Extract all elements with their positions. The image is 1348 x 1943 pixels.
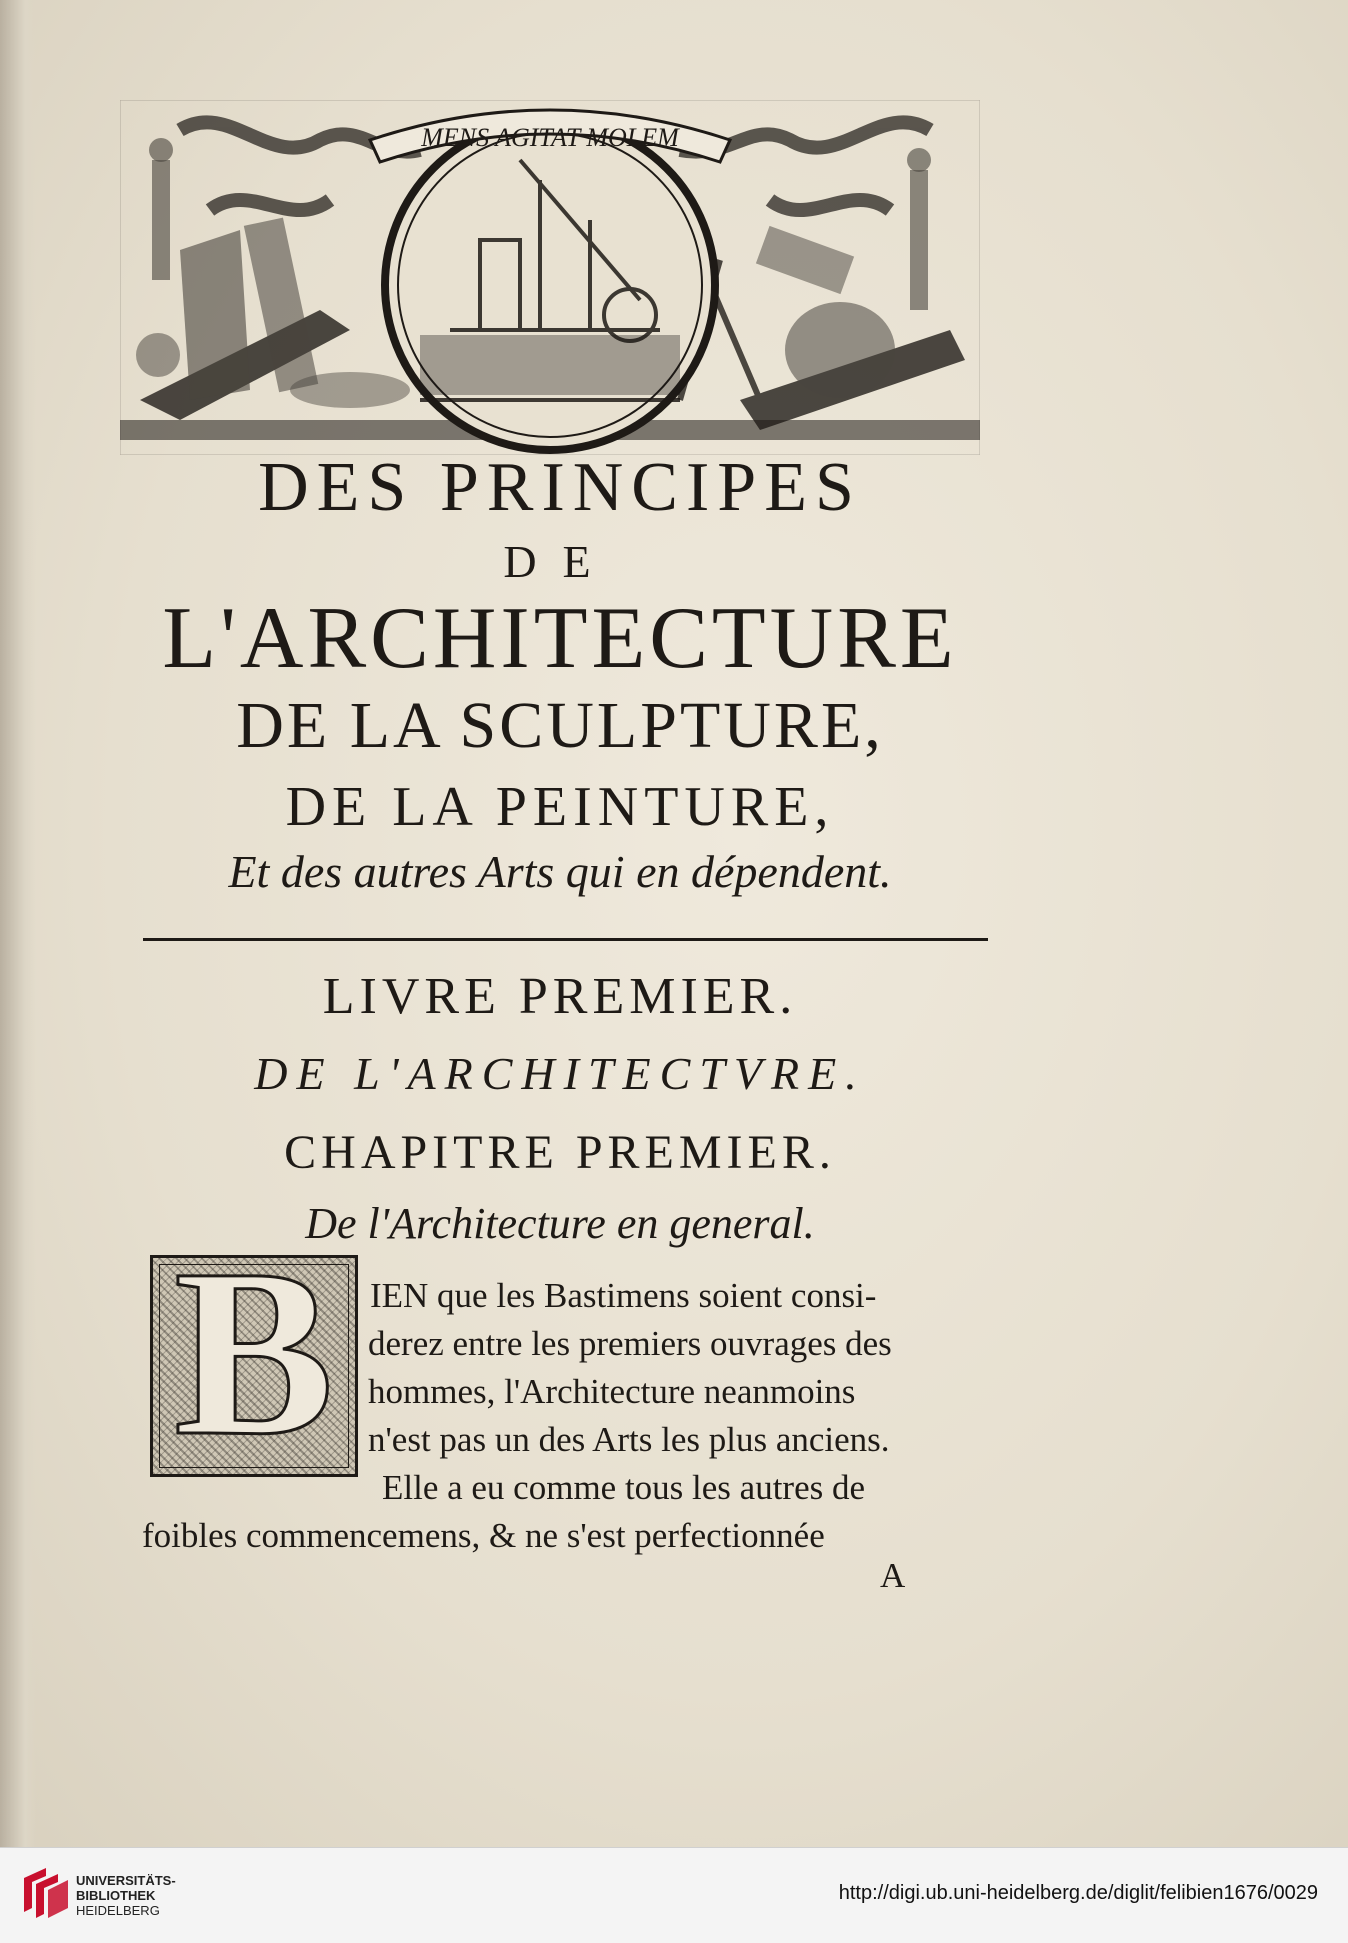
- page-gutter: [0, 0, 36, 1847]
- title-line-6: Et des autres Arts qui en dépendent.: [228, 846, 892, 897]
- title-line-1: DES PRINCIPES: [258, 449, 862, 526]
- drop-cap-letter: B: [173, 1219, 335, 1485]
- body-line-6: foibles commencemens, & ne s'est perfectionnée: [142, 1516, 825, 1555]
- body-line-3: hommes, l'Architecture neanmoins: [368, 1372, 856, 1411]
- title-line-4: DE LA SCULPTURE,: [236, 689, 884, 762]
- body-line-1: IEN que les Bastimens soient consi-: [370, 1276, 877, 1315]
- university-logo-text[interactable]: [76, 1873, 176, 1918]
- footer-bar: [0, 1847, 1348, 1943]
- signature-mark: A: [880, 1556, 906, 1595]
- title-line-2: DE: [503, 536, 617, 587]
- permalink-url[interactable]: http://digi.ub.uni-heidelberg.de/diglit/felibien1676/0029: [838, 1882, 1318, 1904]
- body-line-2: derez entre les premiers ouvrages des: [368, 1324, 892, 1363]
- title-rule-divider: [143, 938, 988, 941]
- body-line-4: n'est pas un des Arts les plus anciens.: [368, 1420, 890, 1459]
- logo-line-1: UNIVERSITÄTS-: [76, 1873, 176, 1888]
- chapter-heading: CHAPITRE PREMIER.: [284, 1126, 836, 1179]
- book-subject-heading: DE L'ARCHITECTVRE.: [254, 1048, 866, 1099]
- university-logo-icon[interactable]: [20, 1868, 70, 1924]
- title-line-5: DE LA PEINTURE,: [285, 776, 835, 838]
- drop-cap-ornament: [150, 1219, 358, 1485]
- logo-line-3: HEIDELBERG: [76, 1903, 160, 1918]
- headpiece-engraving: [120, 100, 980, 455]
- chapter-title: De l'Architecture en general.: [305, 1199, 815, 1248]
- headpiece-motto: MENS AGITAT MOLEM: [421, 123, 679, 152]
- title-line-3: L'ARCHITECTURE: [162, 590, 958, 687]
- book-heading: LIVRE PREMIER.: [322, 968, 798, 1025]
- body-line-5: Elle a eu comme tous les autres de: [382, 1468, 866, 1507]
- logo-line-2: BIBLIOTHEK: [76, 1888, 156, 1903]
